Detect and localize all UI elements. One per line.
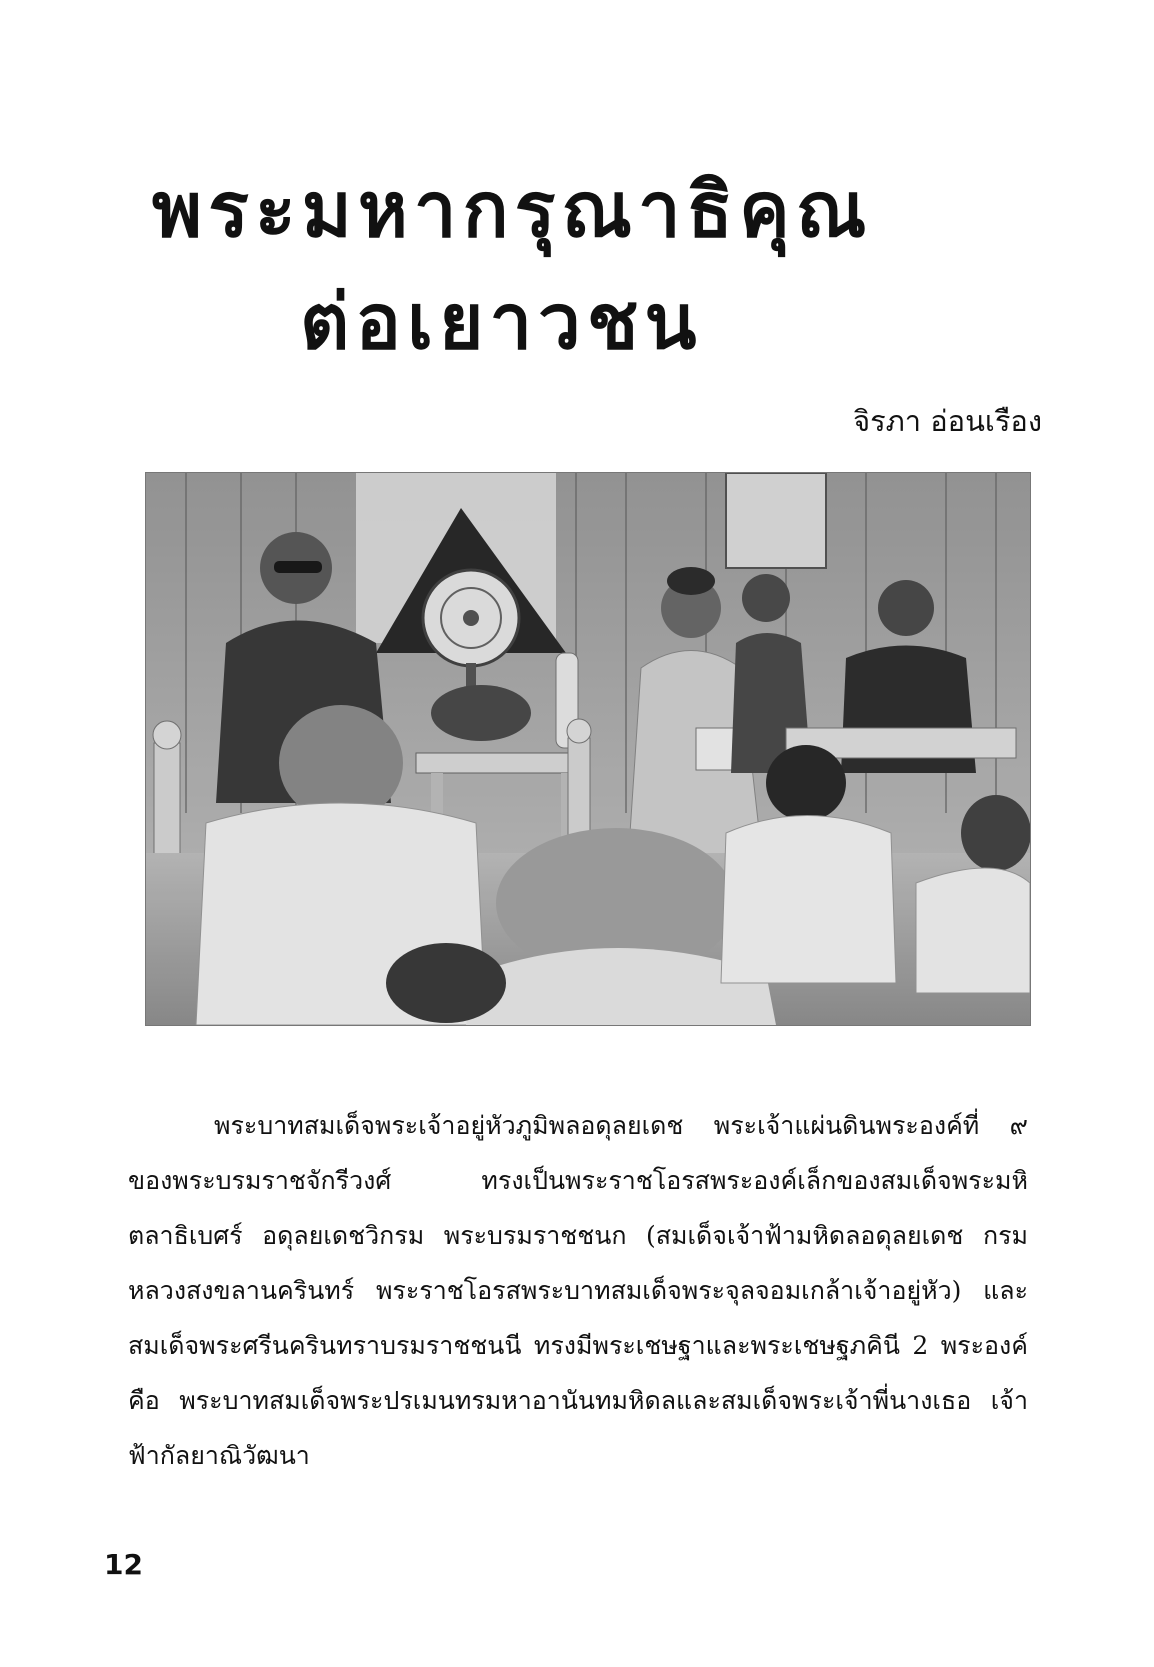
title-line-2: ต่อเยาวชน [300,277,703,366]
body-paragraph: พระบาทสมเด็จพระเจ้าอยู่หัวภูมิพลอดุลยเดช พระเจ้าแผ่นดินพระองค์ที่ ๙ ของพระบรมราชจักรีวงศ์ ทรงเป็นพระราชโอรสพระองค์เล็กของสมเด็จพระมหิตลาธิเบศร์ อดุลยเดชวิกรม พระบรมราชชนก (สมเด็จเจ้าฟ้ามหิดลอดุลยเดช กรมหลวงสงขลานครินทร์ พระราชโอรสพระบาทสมเด็จพระจุลจอมเกล้าเจ้าอยู่หัว) และสมเด็จพระศรีนครินทราบรมราชชนนี ทรงมีพระเชษฐาและพระเชษฐภคินี 2 พระองค์ คือ พระบาทสมเด็จพระปรเมนทรมหาอานันทมหิดลและสมเด็จพระเจ้าพี่นางเธอ เจ้าฟ้ากัลยาณิวัฒนา [128,1111,1028,1470]
author-name: จิรภา อ่อนเรือง [853,404,1042,438]
photo-illustration [146,473,1030,1025]
page-number: 12 [104,1548,143,1581]
title-line-1: พระมหากรุณาธิคุณ [152,165,873,254]
photograph [145,472,1031,1026]
